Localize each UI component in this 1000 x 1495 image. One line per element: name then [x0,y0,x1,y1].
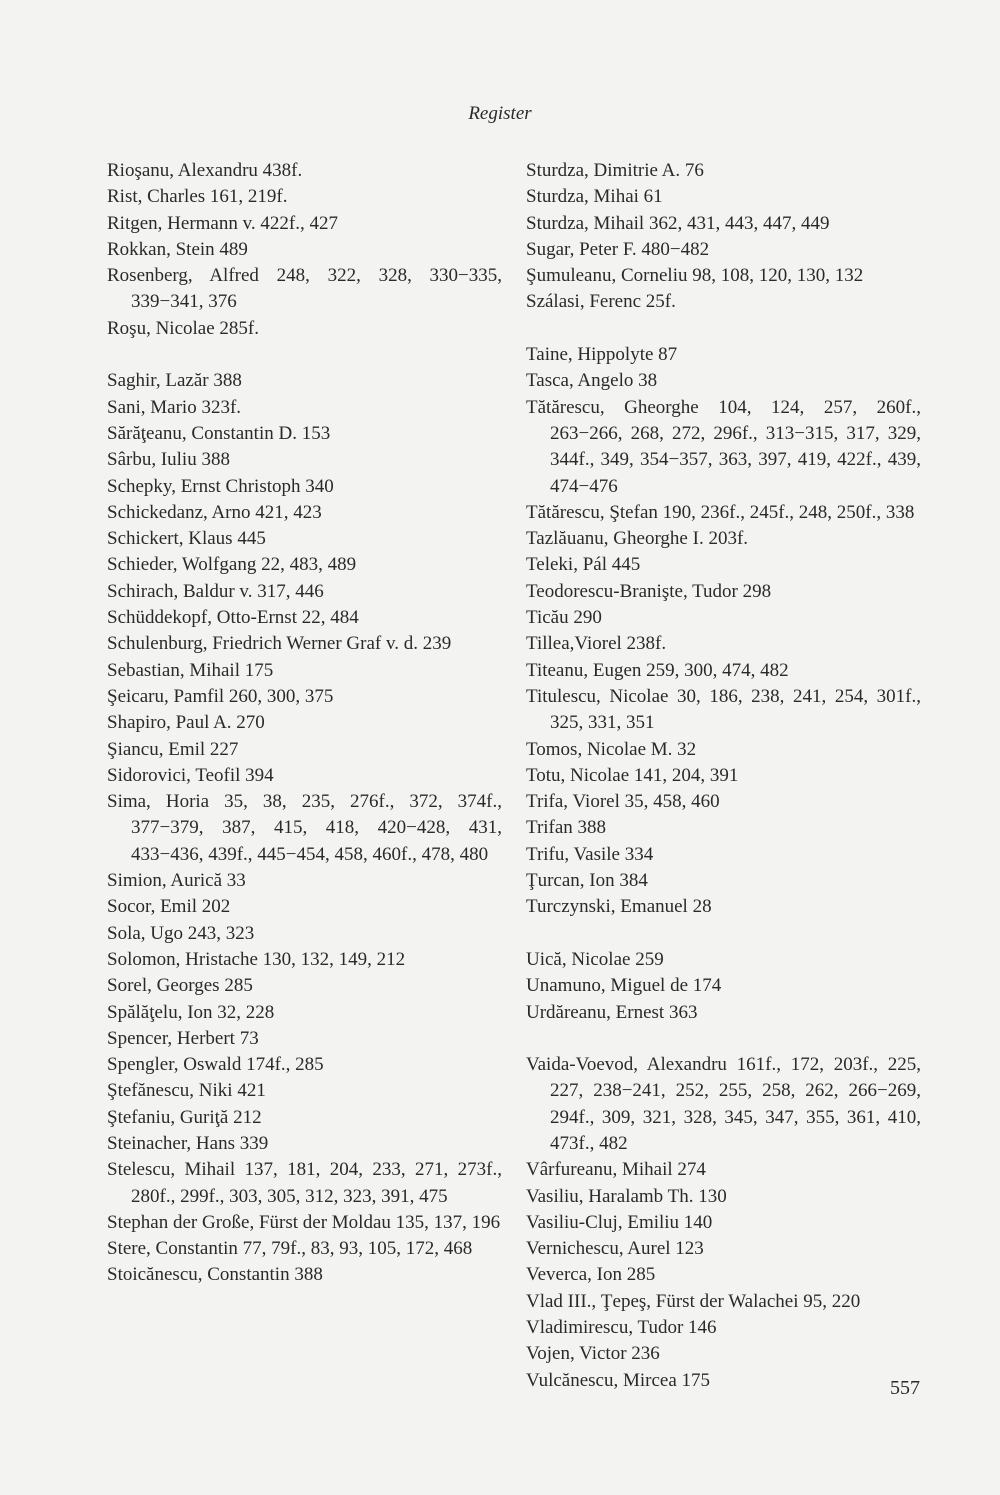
index-entry: Taine, Hippolyte 87 [526,344,678,366]
index-entry: Teleki, Pál 445 [526,554,641,576]
index-column-right [526,158,921,1394]
index-entry: Schickert, Klaus 445 [107,528,266,550]
index-entry: Ritgen, Hermann v. 422f., 427 [107,212,338,234]
index-entry: Tătărescu, Ştefan 190, 236f., 245f., 248, 250f., 338 [526,501,915,523]
index-entry: Urdăreanu, Ernest 363 [526,1001,698,1023]
index-entry: Unamuno, Miguel de 174 [526,975,722,997]
index-entry: Vojen, Victor 236 [526,1343,660,1365]
index-entry: Spengler, Oswald 174f., 285 [107,1054,324,1076]
index-entry: Shapiro, Paul A. 270 [107,712,265,734]
index-entry: Rioşanu, Alexandru 438f. [107,160,303,181]
index-entry: Vasiliu, Haralamb Th. 130 [526,1185,727,1207]
index-entry: Titulescu, Nicolae 30, 186, 238, 241, 254, 301f., 325, 331, 351 [526,685,921,734]
index-entry: Steinacher, Hans 339 [107,1132,269,1154]
index-entry: Ticău 290 [526,607,602,629]
index-entry: Sidorovici, Teofil 394 [107,764,274,786]
letter-group-gap [526,316,921,342]
index-entry: Vârfureanu, Mihail 274 [526,1159,706,1181]
index-entry: Szálasi, Ferenc 25f. [526,291,676,313]
index-entry: Trifa, Viorel 35, 458, 460 [526,791,720,813]
index-entry: Sebastian, Mihail 175 [107,659,274,681]
letter-group-gap [526,1026,921,1052]
index-entry: Socor, Emil 202 [107,896,231,918]
index-entry: Stelescu, Mihail 137, 181, 204, 233, 271, 273f., 280f., 299f., 303, 305, 312, 323, 391, 475 [107,1159,502,1207]
index-entry: Vulcănescu, Mircea 175 [526,1369,711,1391]
index-entry: Tătărescu, Gheorghe 104, 124, 257, 260f., 263−266, 268, 272, 296f., 313−315, 317, 329, 344f., 349, 354−357, 363, 397, 419, 422f., 439, 474−476 [526,396,921,497]
letter-group-gap [107,342,502,368]
index-entry: Rokkan, Stein 489 [107,238,248,260]
index-entry: Saghir, Lazăr 388 [107,370,242,392]
index-entry: Ştefănescu, Niki 421 [107,1080,266,1102]
index-entry: Sărăţeanu, Constantin D. 153 [107,422,331,444]
index-entry: Uică, Nicolae 259 [526,948,664,970]
index-entry: Sani, Mario 323f. [107,396,242,418]
index-entry: Sugar, Peter F. 480−482 [526,238,710,260]
index-entry: Sturdza, Mihai 61 [526,186,663,208]
index-entry: Rosenberg, Alfred 248, 322, 328, 330−335, 339−341, 376 [107,265,502,313]
index-entry: Şumuleanu, Corneliu 98, 108, 120, 130, 132 [526,265,864,287]
index-entry: Sturdza, Dimitrie A. 76 [526,160,704,181]
index-entry: Spencer, Herbert 73 [107,1027,259,1049]
index-entry: Şiancu, Emil 227 [107,738,239,760]
index-entry: Schickedanz, Arno 421, 423 [107,501,322,523]
index-entry: Vasiliu-Cluj, Emiliu 140 [526,1211,713,1233]
index-entry: Sola, Ugo 243, 323 [107,922,255,944]
index-entry: Schepky, Ernst Christoph 340 [107,475,334,497]
index-entry: Roşu, Nicolae 285f. [107,317,259,339]
page-number: 557 [890,1377,920,1399]
index-entry: Sorel, Georges 285 [107,975,253,997]
index-entry: Sima, Horia 35, 38, 235, 276f., 372, 374f., 377−379, 387, 415, 418, 420−428, 431, 433−436, 439f., 445−454, 458, 460f., 478, 480 [107,791,502,865]
index-entry: Stoicănescu, Constantin 388 [107,1264,323,1286]
index-entry: Tomos, Nicolae M. 32 [526,738,697,760]
index-entry: Şeicaru, Pamfil 260, 300, 375 [107,685,334,707]
index-entry: Ţurcan, Ion 384 [526,870,648,892]
index-entry: Tazlăuanu, Gheorghe I. 203f. [526,528,749,550]
index-entry: Schulenburg, Friedrich Werner Graf v. d. 239 [107,633,452,655]
index-entry: Spălăţelu, Ion 32, 228 [107,1001,275,1023]
index-entry: Stephan der Große, Fürst der Moldau 135, 137, 196 [107,1211,501,1233]
index-entry: Ştefaniu, Guriţă 212 [107,1106,262,1128]
index-entry: Schieder, Wolfgang 22, 483, 489 [107,554,357,576]
index-entry: Schirach, Baldur v. 317, 446 [107,580,324,602]
index-entry: Sârbu, Iuliu 388 [107,449,230,471]
index-column-left [107,158,502,1289]
index-entry: Titeanu, Eugen 259, 300, 474, 482 [526,659,789,681]
index-entry: Teodorescu-Branişte, Tudor 298 [526,580,772,602]
index-entry: Stere, Constantin 77, 79f., 83, 93, 105, 172, 468 [107,1238,473,1260]
index-entry: Vaida-Voevod, Alexandru 161f., 172, 203f., 225, 227, 238−241, 252, 255, 258, 262, 266−269, 294f., 309, 321, 328, 345, 347, 355, 361, 410, 473f., 482 [526,1054,921,1154]
index-entry: Trifu, Vasile 334 [526,843,654,865]
index-entry: Vlad III., Ţepeş, Fürst der Walachei 95, 220 [526,1290,861,1312]
index-entry: Simion, Aurică 33 [107,870,246,892]
index-entry: Veverca, Ion 285 [526,1264,656,1286]
index-entry: Vernichescu, Aurel 123 [526,1238,704,1260]
running-header: Register [468,103,532,124]
index-entry: Sturdza, Mihail 362, 431, 443, 447, 449 [526,212,830,234]
index-entry: Tillea,Viorel 238f. [526,633,667,655]
letter-group-gap [526,921,921,947]
index-entry: Totu, Nicolae 141, 204, 391 [526,764,739,786]
index-entry: Tasca, Angelo 38 [526,370,658,392]
index-entry: Solomon, Hristache 130, 132, 149, 212 [107,948,406,970]
index-entry: Schüddekopf, Otto-Ernst 22, 484 [107,607,359,629]
index-entry: Trifan 388 [526,817,607,839]
index-entry: Turczynski, Emanuel 28 [526,896,712,918]
index-entry: Rist, Charles 161, 219f. [107,186,288,208]
index-entry: Vladimirescu, Tudor 146 [526,1317,717,1339]
